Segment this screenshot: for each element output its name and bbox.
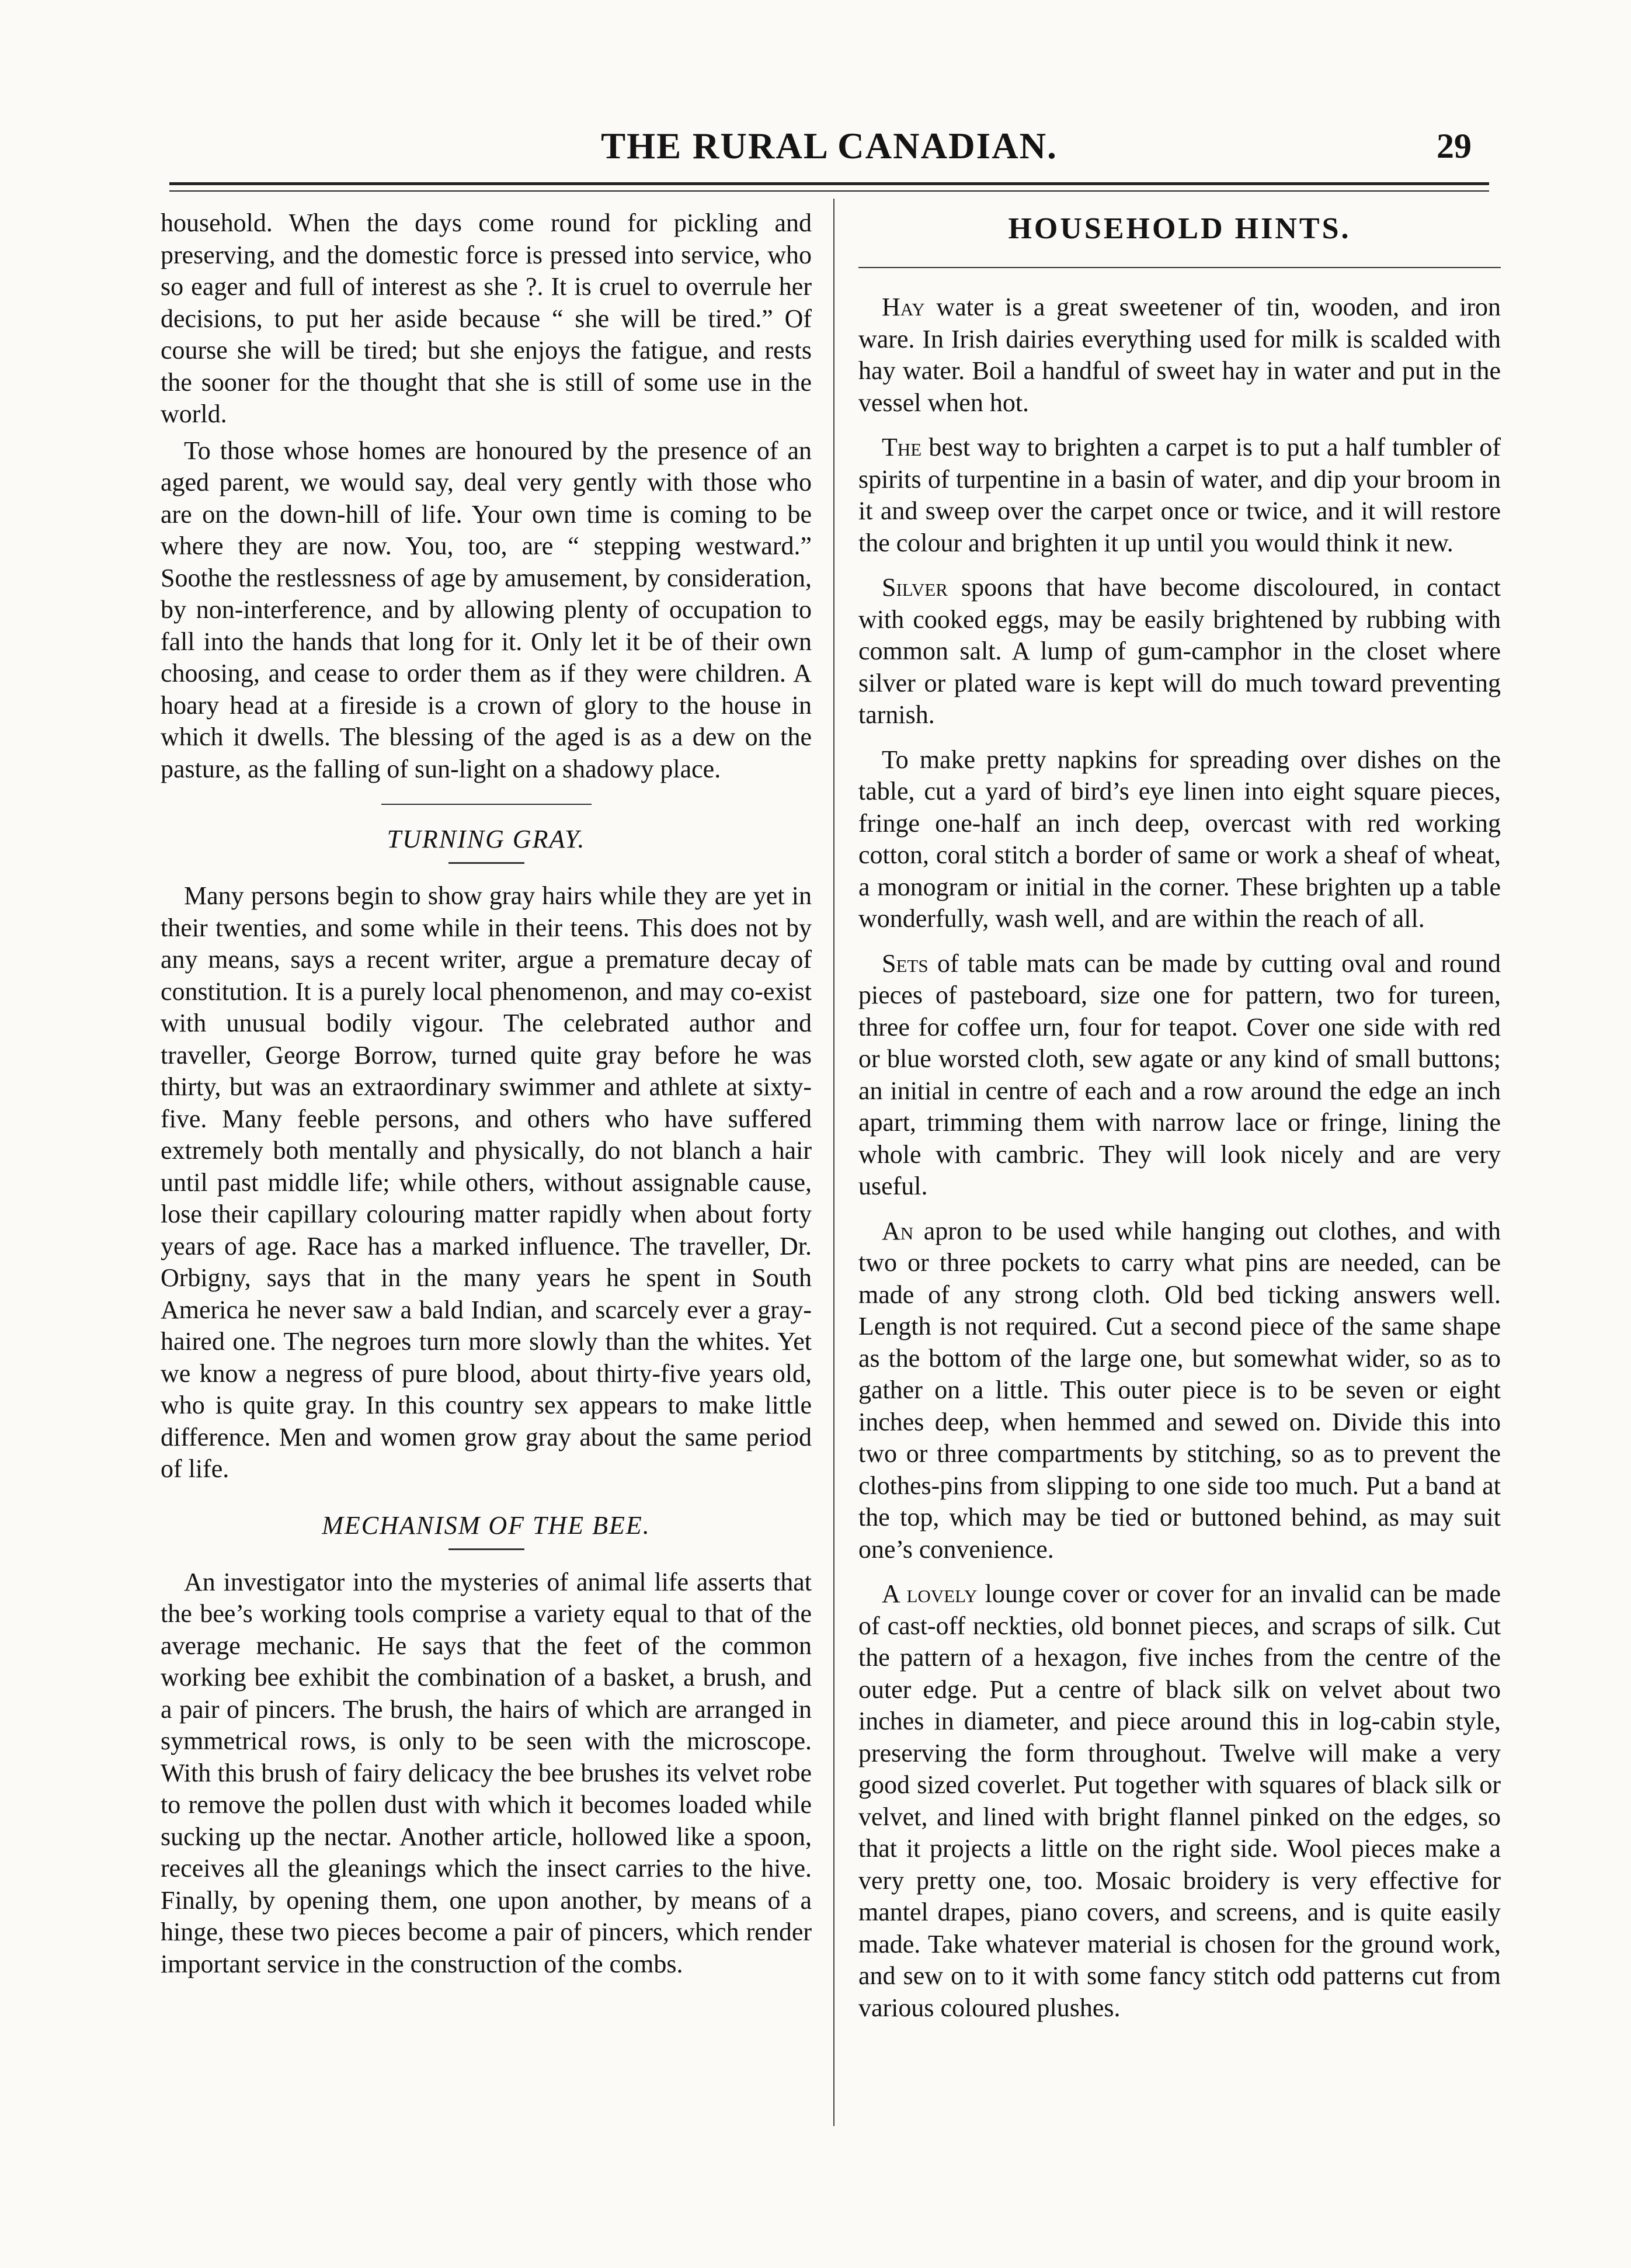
header-rule-thick	[169, 182, 1489, 185]
running-head	[169, 123, 1489, 175]
hint-lead-word: A lovely	[882, 1579, 978, 1608]
title-underline	[448, 1548, 524, 1550]
section-title-mechanism-of-the-bee: MECHANISM OF THE BEE.	[322, 1510, 651, 1540]
hint-lead-word: An	[882, 1216, 914, 1245]
hint-paragraph	[858, 1578, 1501, 2024]
intro-paragraph: household. When the days come round for pickling and preserving, and the domestic force is pressed into service, who so eager and full of interest as she ?. It is cruel to overrule her decisions, to put her aside because “ she will be tired.” Of course she will be tired; but she enjoys the fatigue, and rests the sooner for the thought that she is still of some use in the world.	[161, 209, 812, 428]
hint-lead-word: The	[882, 433, 922, 461]
hint-paragraph	[858, 432, 1501, 559]
hint-text: of table mats can be made by cutting oval and round pieces of pasteboard, size one for pattern, two for tureen, three for coffee urn, four for teapot. Cover one side with red or blue worsted cloth, sew agate or any kind of small buttons; an initial in centre of each and a row around the edge an inch apart, trimming them with narrow lace or fringe, lining the whole with cambric. They will look nicely and are very useful.	[858, 949, 1501, 1200]
hint-lead-word: Hay	[882, 293, 925, 321]
hint-text: apron to be used while hanging out clothes, and with two or three pockets to carry what pins are needed, can be made of any strong cloth. Old bed ticking answers well. Length is not required. Cut a second piece of the same shape as the bottom of the large one, but somewhat wider, so as to gather on a little. This outer piece is to be seven or eight inches deep, when hemmed and sewed on. Divide this into two or three compartments by stitching, so as to prevent the clothes-pins from slipping to one side too much. Put a band at the top, which may be tied or buttoned behind, as may suit one’s convenience.	[858, 1216, 1501, 1564]
publication-title: THE RURAL CANADIAN.	[601, 126, 1058, 166]
hint-paragraph	[858, 572, 1501, 731]
hint-paragraph	[858, 744, 1501, 935]
hint-paragraph	[858, 1215, 1501, 1566]
hint-lead-word: Silver	[882, 573, 948, 602]
left-column	[161, 207, 812, 1980]
article-paragraph: An investigator into the mysteries of animal life asserts that the bee’s working tools comprise a variety equal to that of the average mechanic. He says that the feet of the common working bee exhibit the combination of a basket, a brush, and a pair of pincers. The brush, the hairs of which are arranged in symmetrical rows, is only to be seen with the microscope. With this brush of fairy delicacy the bee brushes its velvet robe to remove the pollen dust with which it becomes loaded while sucking up the nectar. Another article, hollowed like a spoon, receives all the gleanings which the insect carries to the hive. Finally, by opening them, one upon another, by means of a hinge, these two pieces become a pair of pincers, which render important service in the construction of the combs.	[161, 1567, 812, 1978]
section-separator	[381, 804, 592, 805]
page-number: 29	[1437, 127, 1472, 165]
hint-text: To make pretty napkins for spreading over dishes on the table, cut a yard of bird’s eye linen into eight square pieces, fringe one-half an inch deep, overcast with red working cotton, coral stitch a border of same or work a sheaf of wheat, a monogram or initial in the corner. These brighten up a table wonderfully, wash well, and are within the reach of all.	[858, 745, 1501, 933]
hint-paragraph	[858, 291, 1501, 419]
department-rule	[858, 267, 1501, 268]
hint-text: best way to brighten a carpet is to put a half tumbler of spirits of turpentine in a basin of water, and dip your broom in it and sweep over the carpet once or twice, and it will restore the colour and brighten it up until you would think it new.	[858, 433, 1501, 557]
hint-text: lounge cover or cover for an invalid can be made of cast-off neckties, old bonnet pieces, and scraps of silk. Cut the pattern of a hexagon, five inches from the centre of the outer edge. Put a centre of black silk on velvet about two inches in diameter, and piece around this in log-cabin style, preserving the form throughout. Twelve will make a very good sized coverlet. Put together with squares of black silk or velvet, and lined with bright flannel pinked on the edges, so that it projects a little on the right side. Wool pieces make a very pretty one, too. Mosaic broidery is very effective for mantel drapes, piano covers, and screens, and is quite easily made. Take whatever material is chosen for the ground work, and sew on to it with some fancy stitch odd patterns cut from various coloured plushes.	[858, 1579, 1501, 2022]
article-paragraph: Many persons begin to show gray hairs while they are yet in their twenties, and some while in their teens. This does not by any means, says a recent writer, argue a premature decay of constitution. It is a purely local phenomenon, and may co-exist with unusual bodily vigour. The celebrated author and traveller, George Borrow, turned quite gray before he was thirty, but was an extraordinary swimmer and athlete at sixty-five. Many feeble persons, and others who have suffered extremely both mentally and physically, do not blanch a hair until past middle life; while others, without assignable cause, lose their capillary colouring matter rapidly when about forty years of age. Race has a marked influence. The traveller, Dr. Orbigny, says that in the many years he spent in South America he never saw a bald Indian, and scarcely ever a gray-haired one. The negroes turn more slowly than the whites. Yet we know a negress of pure blood, about thirty-five years old, who is quite gray. In this country sex appears to make little difference. Men and women grow gray about the same period of life.	[161, 881, 812, 1483]
hint-text: spoons that have become discoloured, in contact with cooked eggs, may be easily brightened by rubbing with common salt. A lump of gum-camphor in the closet where silver or plated ware is kept will do much toward preventing tarnish.	[858, 573, 1501, 729]
section-title-turning-gray: TURNING GRAY.	[387, 825, 586, 853]
column-divider	[833, 199, 834, 2126]
department-title: HOUSEHOLD HINTS.	[1008, 212, 1351, 245]
title-underline	[448, 862, 524, 864]
hint-text: water is a great sweetener of tin, wooden, and iron ware. In Irish dairies everything used for milk is scalded with hay water. Boil a handful of sweet hay in water and put in the vessel when hot.	[858, 293, 1501, 417]
header-rule-thin	[169, 190, 1489, 192]
right-column	[858, 207, 1501, 2024]
hint-paragraph	[858, 948, 1501, 1203]
intro-paragraph: To those whose homes are honoured by the presence of an aged parent, we would say, deal very gently with those who are on the down-hill of life. Your own time is coming to be where they are now. You, too, are “ stepping westward.” Soothe the restlessness of age by amusement, by consideration, by non-interference, and by allowing plenty of occupation to fall into the hands that long for it. Only let it be of their own choosing, and cease to order them as if they were children. A hoary head at a fireside is a crown of glory to the house in which it dwells. The blessing of the aged is as a dew on the pasture, as the falling of sun-light on a shadowy place.	[161, 436, 812, 783]
hint-lead-word: Sets	[882, 949, 928, 978]
